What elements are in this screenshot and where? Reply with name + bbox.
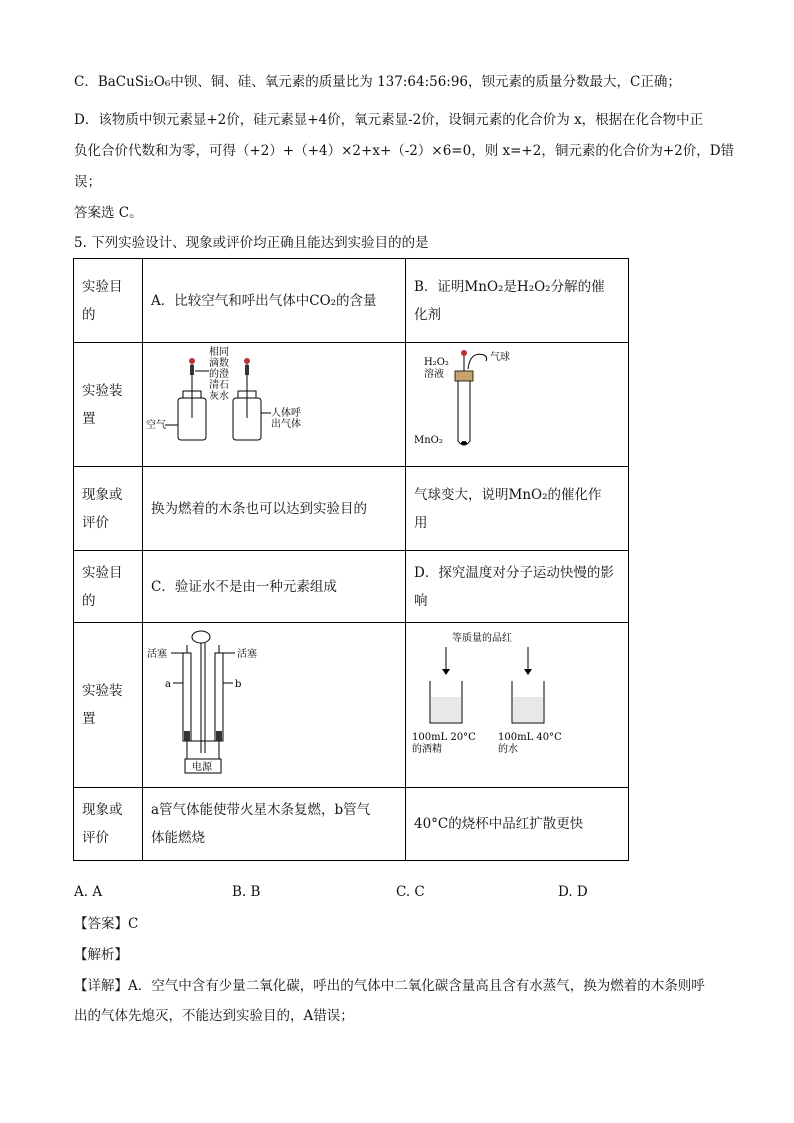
experiment-table — [73, 258, 629, 861]
option-d-explanation-2: 负化合价代数和为零，可得（+2）+（+4）×2+x+（-2）×6=0，则 x=+2，铜元素的化合价为+2价，D错 — [74, 143, 735, 159]
svg-text:的酒精: 的酒精 — [412, 744, 442, 755]
cell-a-eval: 换为燃着的木条也可以达到实验目的 — [143, 467, 406, 551]
svg-text:溶液: 溶液 — [424, 369, 444, 380]
table-row — [74, 551, 629, 623]
mno2-label: MnO₂ — [414, 435, 443, 446]
option-d: D. D — [558, 884, 588, 900]
valve-right-label: 活塞 — [237, 649, 257, 660]
row-label-purpose: 实验目 的 — [74, 551, 143, 623]
svg-text:清石: 清石 — [209, 380, 229, 391]
svg-text:出气体: 出气体 — [271, 419, 301, 430]
cell-b-purpose: B．证明MnO₂是H₂O₂分解的催 化剂 — [406, 259, 629, 343]
cell-b-eval: 气球变大，说明MnO₂的催化作 用 — [406, 467, 629, 551]
option-a: A. A — [74, 884, 103, 900]
figure-d-beakers — [406, 623, 629, 788]
figure-a-bottles — [143, 343, 406, 467]
option-b: B. B — [232, 884, 261, 900]
cell-c-purpose: C．验证水不是由一种元素组成 — [143, 551, 406, 623]
table-row — [74, 343, 629, 467]
table-row — [74, 788, 629, 861]
svg-text:滴数: 滴数 — [209, 358, 229, 369]
table-row — [74, 623, 629, 788]
exhaled-label: 人体呼 — [271, 408, 301, 419]
h2o2-label: H₂O₂ — [424, 357, 449, 368]
option-c-explanation: C．BaCuSi₂O₆中钡、铜、硅、氧元素的质量比为 137:64:56:96，钡元素的质量分数最大，C正确； — [74, 74, 681, 90]
beaker-left-label: 100mL 20°C — [412, 732, 476, 743]
figure-c-electrolysis — [143, 623, 406, 788]
row-label-device: 实验装 置 — [74, 343, 143, 467]
option-c: C. C — [396, 884, 425, 900]
row-label-eval: 现象或 评价 — [74, 467, 143, 551]
table-row — [74, 259, 629, 343]
svg-text:灰水: 灰水 — [209, 391, 229, 402]
detail-line-1: 【详解】A．空气中含有少量二氧化碳，呼出的气体中二氧化碳含量高且含有水蒸气，换为燃着的木条则呼 — [74, 978, 705, 994]
row-label-device: 实验装 置 — [74, 623, 143, 788]
cell-d-purpose: D．探究温度对分子运动快慢的影 响 — [406, 551, 629, 623]
valve-left-label: 活塞 — [147, 649, 167, 660]
detail-line-2: 出的气体先熄灭，不能达到实验目的，A错误； — [74, 1008, 354, 1024]
option-d-explanation-3: 误； — [74, 174, 101, 190]
beaker-right-label: 100mL 40°C — [498, 732, 562, 743]
option-d-explanation-1: D．该物质中钡元素显+2价，硅元素显+4价，氧元素显-2价，设铜元素的化合价为 x，根据在化合物中正 — [74, 112, 704, 128]
drop-label: 相同 — [209, 347, 229, 358]
figure-b-test-tube — [406, 343, 629, 467]
tube-b-label: b — [235, 679, 242, 690]
answer-line: 答案选 C。 — [74, 205, 143, 221]
row-label-eval: 现象或 评价 — [74, 788, 143, 861]
cell-d-eval: 40°C的烧杯中品红扩散更快 — [406, 788, 629, 861]
cell-c-eval: a管气体能使带火星木条复燃，b管气 体能燃烧 — [143, 788, 406, 861]
air-label: 空气 — [146, 420, 166, 431]
balloon-label: 气球 — [490, 352, 510, 363]
pigment-label: 等质量的品红 — [452, 633, 512, 644]
svg-text:的澄: 的澄 — [209, 369, 229, 380]
answer-tag: 【答案】C — [74, 916, 139, 932]
svg-text:的水: 的水 — [498, 744, 518, 755]
cell-a-purpose: A．比较空气和呼出气体中CO₂的含量 — [143, 259, 406, 343]
power-label: 电源 — [192, 762, 212, 773]
question-5-stem: 5. 下列实验设计、现象或评价均正确且能达到实验目的的是 — [74, 235, 429, 251]
row-label-purpose: 实验目 的 — [74, 259, 143, 343]
analysis-tag: 【解析】 — [74, 947, 128, 963]
tube-a-label: a — [165, 679, 171, 690]
table-row — [74, 467, 629, 551]
